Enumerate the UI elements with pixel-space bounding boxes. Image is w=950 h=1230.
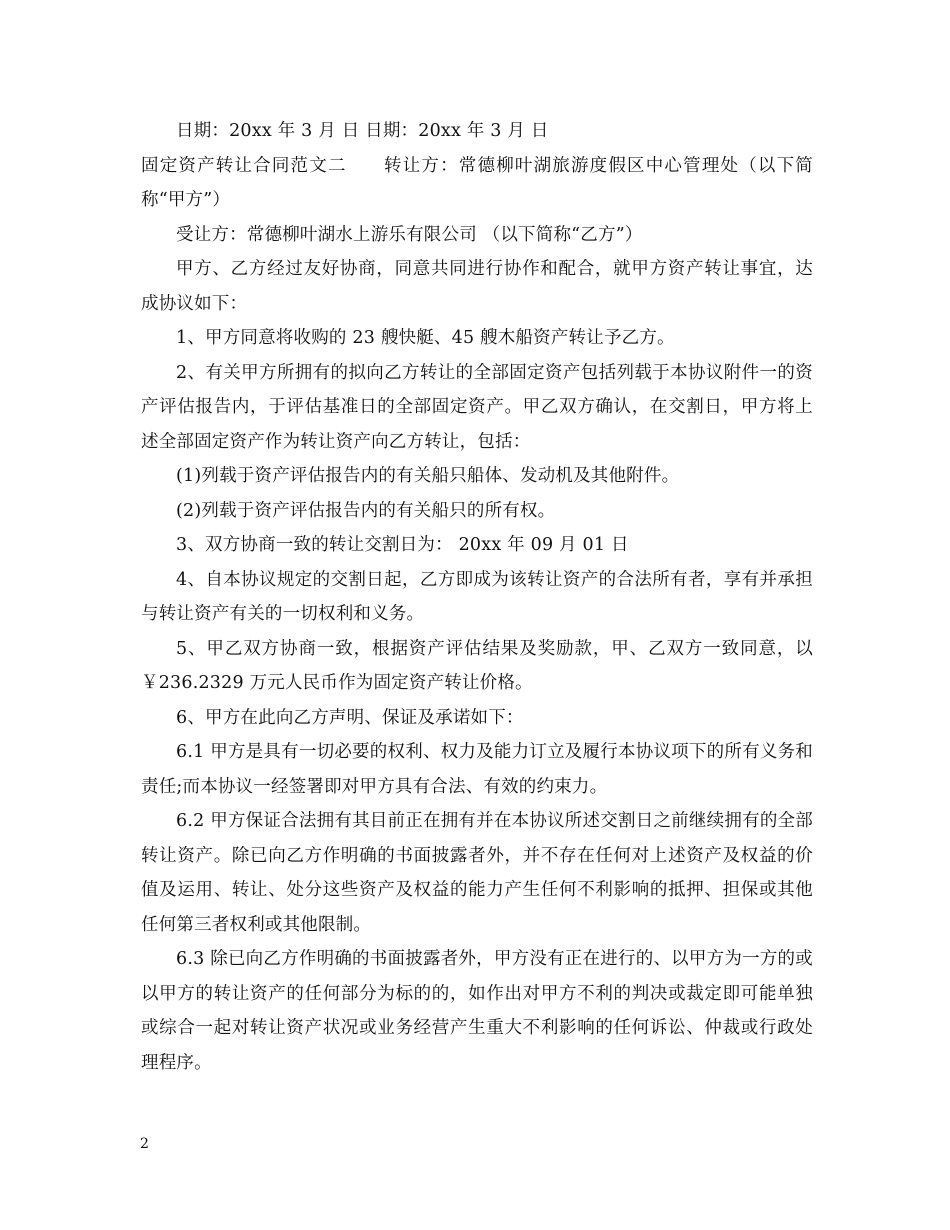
clause-6: 6、甲方在此向乙方声明、保证及承诺如下： <box>176 707 524 728</box>
clause-2-item-2: (2)列载于资产评估报告内的有关船只的所有权。 <box>176 500 556 521</box>
date-line: 日期：20xx 年 3 月 日 日期：20xx 年 3 月 日 <box>176 121 549 141</box>
clause-3: 3、双方协商一致的转让交割日为： 20xx 年 09 月 01 日 <box>176 535 629 555</box>
clause-4: 4、自本协议规定的交割日起，乙方即成为该转让资产的合法所有者，享有并承担与转让资产有关的一切权利和义务。 <box>141 569 813 624</box>
contract-title-transferor: 固定资产转让合同范文二 转让方：常德柳叶湖旅游度假区中心管理处（以下简称“甲方”） <box>141 155 813 210</box>
clause-1: 1、甲方同意将收购的 23 艘快艇、45 艘木船资产转让予乙方。 <box>176 328 675 348</box>
clause-6-1: 6.1 甲方是具有一切必要的权利、权力及能力订立及履行本协议项下的所有义务和责任;而本协议一经签署即对甲方具有合法、有效的约束力。 <box>141 742 813 797</box>
clause-2: 2、有关甲方所拥有的拟向乙方转让的全部固定资产包括列载于本协议附件一的资产评估报告内，于评估基准日的全部固定资产。甲乙双方确认，在交割日，甲方将上述全部固定资产作为转让资产向乙方转让，包括： <box>141 362 813 452</box>
document-body <box>141 114 813 1080</box>
page-number: 2 <box>140 1136 149 1152</box>
clause-6-2: 6.2 甲方保证合法拥有其目前正在拥有并在本协议所述交割日之前继续拥有的全部转让资产。除已向乙方作明确的书面披露者外，并不存在任何对上述资产及权益的价值及运用、转让、处分这些资产及权益的能力产生任何不利影响的抵押、担保或其他任何第三者权利或其他限制。 <box>141 811 813 935</box>
agreement-intro: 甲方、乙方经过友好协商，同意共同进行协作和配合，就甲方资产转让事宜，达成协议如下： <box>141 259 813 314</box>
clause-2-item-1: (1)列载于资产评估报告内的有关船只船体、发动机及其他附件。 <box>176 466 680 486</box>
clause-6-3: 6.3 除已向乙方作明确的书面披露者外，甲方没有正在进行的、以甲方为一方的或以甲方的转让资产的任何部分为标的的，如作出对甲方不利的判决或裁定即可能单独或综合一起对转让资产状况或业务经营产生重大不利影响的任何诉讼、仲裁或行政处理程序。 <box>141 949 813 1073</box>
clause-5: 5、甲乙双方协商一致，根据资产评估结果及奖励款，甲、乙双方一致同意，以￥236.2329 万元人民币作为固定资产转让价格。 <box>141 638 813 693</box>
transferee-line: 受让方：常德柳叶湖水上游乐有限公司 （以下简称“乙方”） <box>176 224 643 245</box>
